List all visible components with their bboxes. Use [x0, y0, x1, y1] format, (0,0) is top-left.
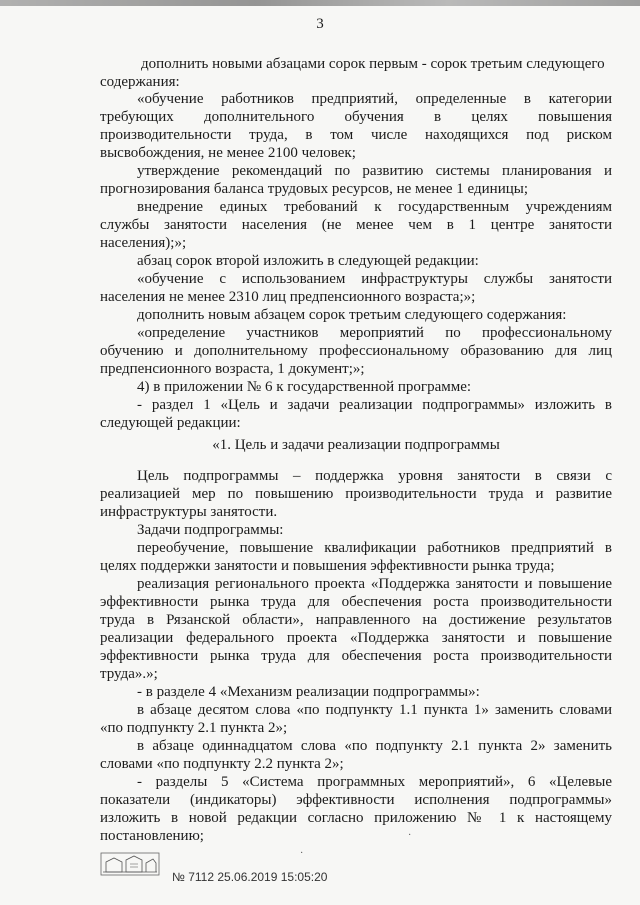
text-line: в абзаце одиннадцатом слова «по подпункту 2.1 пункта 2» заменить	[137, 738, 612, 754]
text-line: «обучение с использованием инфраструктуры службы занятости	[137, 271, 612, 287]
text-line: - в разделе 4 «Механизм реализации подпрограммы»:	[137, 684, 480, 700]
text-line: «определение участников мероприятий по профессиональному	[137, 325, 612, 341]
text-line: 4) в приложении № 6 к государственной программе:	[137, 379, 472, 395]
text-line: инфраструктуры занятости.	[100, 504, 278, 520]
text-line: содержания:	[100, 74, 180, 90]
text-line: эффективности рынка труда для обеспечения роста производительности	[100, 594, 612, 610]
text-line: населения не менее 2310 лиц предпенсионного возраста;»;	[100, 289, 476, 305]
text-line: следующей редакции:	[100, 415, 241, 431]
text-line: переобучение, повышение квалификации работников предприятий в	[137, 540, 612, 556]
text-line: показатели (индикаторы) эффективности исполнения подпрограммы»	[100, 792, 612, 808]
text-line: Задачи подпрограммы:	[137, 522, 284, 538]
document-footer: № 7112 25.06.2019 15:05:20	[172, 870, 328, 884]
scan-mark: ·	[300, 848, 304, 859]
text-line: труда».»;	[100, 666, 158, 682]
text-line: - разделы 5 «Система программных мероприятий», 6 «Целевые	[137, 774, 612, 790]
text-line: предпенсионного возраста, 1 документ;»;	[100, 361, 365, 377]
text-line: прогнозирования баланса трудовых ресурсов, не менее 1 единицы;	[100, 181, 528, 197]
text-line: словами «по подпункту 2.2 пункта 2»;	[100, 756, 344, 772]
text-line: - раздел 1 «Цель и задачи реализации подпрограммы» изложить в	[137, 397, 612, 413]
page-number: 3	[316, 16, 324, 32]
text-line: высвобождения, не менее 2100 человек;	[100, 145, 356, 161]
text-line: населения);»;	[100, 235, 187, 251]
text-line: постановлению;	[100, 828, 204, 844]
text-line: реализации федерального проекта «Поддержка занятости и повышение	[100, 630, 612, 646]
text-line: дополнить новыми абзацами сорок первым - сорок третьим следующего	[141, 56, 605, 72]
text-line: обучению и дополнительному профессиональному образованию для лиц	[100, 343, 612, 359]
registry-stamp-icon	[100, 852, 160, 876]
text-line: труда в Рязанской области», направленного на достижение результатов	[100, 612, 612, 628]
text-line: в абзаце десятом слова «по подпункту 1.1 пункта 1» заменить словами	[137, 702, 612, 718]
text-line: «обучение работников предприятий, определенные в категории	[137, 91, 612, 107]
text-line: абзац сорок второй изложить в следующей редакции:	[137, 253, 479, 269]
text-line: «по подпункту 2.1 пункта 2»;	[100, 720, 288, 736]
scan-mark: ·	[408, 830, 412, 841]
text-line: дополнить новым абзацем сорок третьим следующего содержания:	[137, 307, 567, 323]
text-line: производительности труда, в том числе находящихся под риском	[100, 127, 612, 143]
text-line: реализацией мер по повышению производительности труда и развитие	[100, 486, 612, 502]
text-line: эффективности рынка труда для обеспечения роста производительности	[100, 648, 612, 664]
text-line: реализация регионального проекта «Поддержка занятости и повышение	[137, 576, 612, 592]
text-line: внедрение единых требований к государственным учреждениям	[137, 199, 612, 215]
text-line: утверждение рекомендаций по развитию системы планирования и	[137, 163, 612, 179]
scan-edge	[0, 0, 640, 6]
text-line: изложить в новой редакции согласно приложению № 1 к настоящему	[100, 810, 612, 826]
text-line: требующих дополнительного обучения в целях повышения	[100, 109, 612, 125]
text-line: Цель подпрограммы – поддержка уровня занятости в связи с	[137, 468, 612, 484]
section-heading: «1. Цель и задачи реализации подпрограммы	[212, 437, 500, 453]
text-line: целях поддержки занятости и повышения эффективности рынка труда;	[100, 558, 555, 574]
text-line: службы занятости населения (не менее чем в 1 центре занятости	[100, 217, 612, 233]
